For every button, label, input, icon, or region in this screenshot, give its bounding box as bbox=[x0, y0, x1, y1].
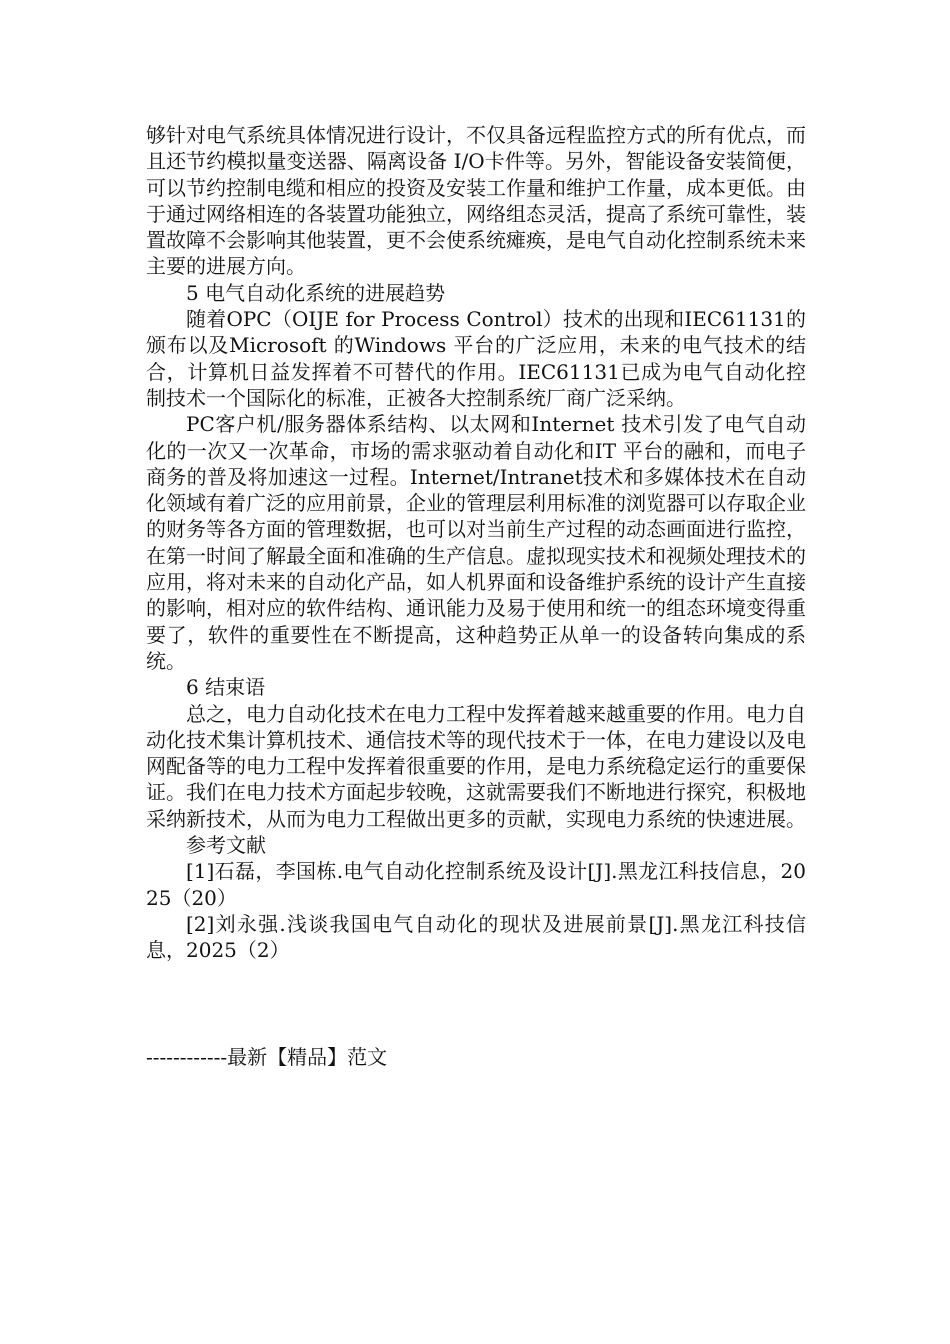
footer-tagline: ------------最新【精品】范文 bbox=[146, 1045, 388, 1069]
body-paragraph-3: PC客户机/服务器体系结构、以太网和Internet 技术引发了电气自动化的一次又一次革命，市场的需求驱动着自动化和IT 平台的融和，而电子商务的普及将加速这一过程。Internet/Intranet技术和多媒体技术在自动化领域有着广泛的应用前景，企业的管理层利用标准的浏览器可以存取企业的财务等各方面的管理数据，也可以对当前生产过程的动态画面进行监控，在第一时间了解最全面和准确的生产信息。虚拟现实技术和视频处理技术的应用，将对未来的自动化产品，如人机界面和设备维护系统的设计产生直接的影响，相对应的软件结构、通讯能力及易于使用和统一的组态环境变得重要了，软件的重要性在不断提高，这种趋势正从单一的设备转向集成的系统。 bbox=[146, 412, 806, 673]
section-heading-5: 5 电气自动化系统的进展趋势 bbox=[186, 280, 446, 305]
section-heading-6: 6 结束语 bbox=[186, 675, 266, 700]
references-heading: 参考文献 bbox=[186, 833, 266, 858]
document-body bbox=[146, 122, 806, 964]
body-paragraph-1: 够针对电气系统具体情况进行设计，不仅具备远程监控方式的所有优点，而且还节约模拟量变送器、隔离设备 I/O卡件等。另外，智能设备安装简便，可以节约控制电缆和相应的投资及安装工作量和维护工作量，成本更低。由于通过网络相连的各装置功能独立，网络组态灵活，提高了系统可靠性，装置故障不会影响其他装置，更不会使系统瘫痪，是电气自动化控制系统未来主要的进展方向。 bbox=[146, 123, 806, 279]
reference-item-1: [1]石磊，李国栋.电气自动化控制系统及设计[J].黑龙江科技信息，2025（20） bbox=[146, 859, 806, 910]
body-paragraph-4: 总之，电力自动化技术在电力工程中发挥着越来越重要的作用。电力自动化技术集计算机技术、通信技术等的现代技术于一体，在电力建设以及电网配备等的电力工程中发挥着很重要的作用，是电力系统稳定运行的重要保证。我们在电力技术方面起步较晚，这就需要我们不断地进行探究，积极地采纳新技术，从而为电力工程做出更多的贡献，实现电力系统的快速进展。 bbox=[146, 701, 806, 831]
body-paragraph-2: 随着OPC（OIJE for Process Control）技术的出现和IEC61131的颁布以及Microsoft 的Windows 平台的广泛应用，未来的电气技术的结合，计算机日益发挥着不可替代的作用。IEC61131已成为电气自动化控制技术一个国际化的标准，正被各大控制系统厂商广泛采纳。 bbox=[146, 307, 806, 410]
reference-item-2: [2]刘永强.浅谈我国电气自动化的现状及进展前景[J].黑龙江科技信息，2025（2） bbox=[146, 911, 806, 963]
